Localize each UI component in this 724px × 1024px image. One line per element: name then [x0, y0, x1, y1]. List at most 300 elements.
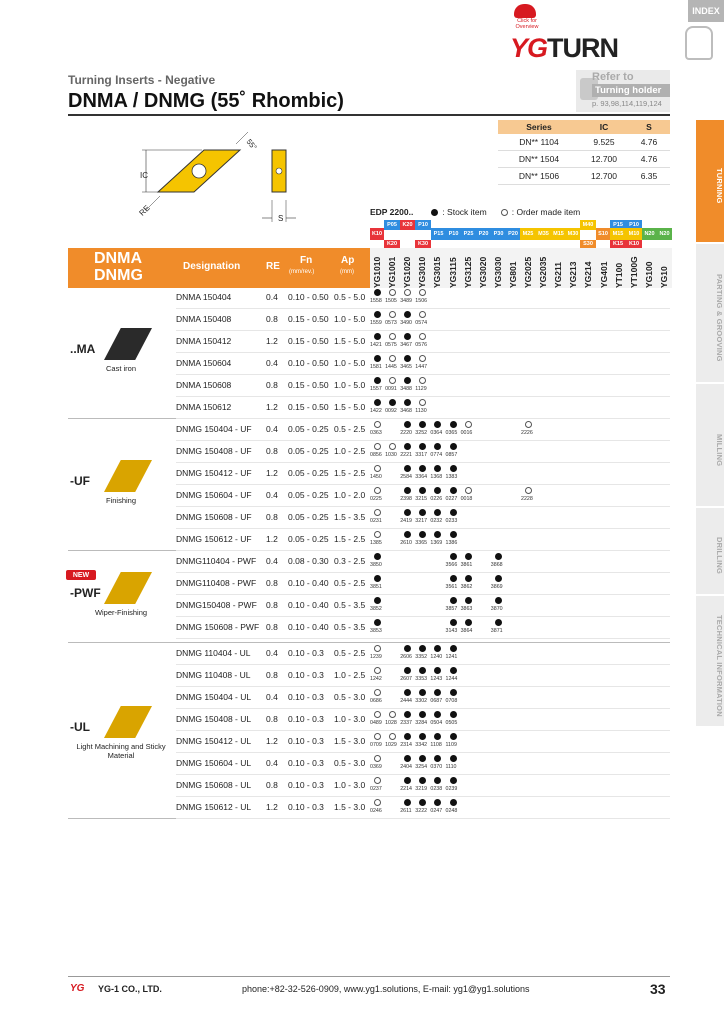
ap-cell: 0.5 - 5.0 [334, 292, 366, 302]
order-item-dot [419, 399, 426, 406]
stock-item-dot [419, 645, 426, 652]
re-cell: 1.2 [266, 402, 278, 412]
stock-item-dot [434, 755, 441, 762]
fn-cell: 0.10 - 0.3 [288, 670, 324, 680]
stock-item-dot [419, 755, 426, 762]
grade-header: YG1001 [387, 256, 398, 288]
iso-sub-band: K10 [626, 240, 642, 248]
edp-code: 3217 [415, 518, 428, 524]
stock-item-dot [404, 689, 411, 696]
row-divider [176, 796, 670, 797]
iso-band: P10 [446, 228, 461, 240]
row-divider [176, 418, 670, 419]
order-item-dot [419, 311, 426, 318]
col-re: RE [266, 261, 280, 272]
designation-cell: DNMG 150608 - PWF [176, 622, 260, 632]
stock-item-dot [374, 399, 381, 406]
re-cell: 0.8 [266, 446, 278, 456]
designation-cell: DNMA 150412 [176, 336, 232, 346]
designation-cell: DNMG 150612 - UF [176, 534, 252, 544]
edp-code: 0576 [415, 342, 428, 348]
designation-cell: DNMA 150608 [176, 380, 232, 390]
dim-ic-label: IC [140, 171, 148, 180]
re-cell: 0.8 [266, 780, 278, 790]
edp-code: 3352 [415, 654, 428, 660]
hand-pointer-icon[interactable] [685, 26, 713, 60]
grade-header: YG801 [507, 261, 518, 288]
edp-code: 3490 [400, 320, 412, 326]
edp-code: 0247 [430, 808, 443, 814]
order-item-dot [374, 509, 381, 516]
dims-row [498, 151, 670, 168]
index-tab[interactable] [688, 0, 724, 22]
edp-code: 3302 [415, 698, 428, 704]
dims-row [498, 134, 670, 151]
order-item-dot [389, 333, 396, 340]
row-divider [176, 664, 670, 665]
fn-cell: 0.05 - 0.25 [288, 512, 329, 522]
row-divider [176, 616, 670, 617]
stock-item-dot [450, 645, 457, 652]
iso-band: P20 [506, 228, 520, 240]
edp-code: 0364 [430, 430, 443, 436]
stock-item-dot [404, 421, 411, 428]
stock-item-dot [419, 667, 426, 674]
dims-table [498, 120, 670, 185]
edp-code: 2607 [400, 676, 412, 682]
dims-cell: 12.700 [591, 154, 617, 164]
stock-item-dot [495, 553, 502, 560]
group-code: -UL [70, 720, 90, 734]
grade-header: YT100 [613, 262, 624, 288]
iso-band: P25 [461, 228, 476, 240]
row-divider [176, 308, 670, 309]
footer-logo-icon [70, 983, 84, 994]
stock-item-dot [450, 619, 457, 626]
edp-code: 3465 [400, 364, 412, 370]
fn-cell: 0.15 - 0.50 [288, 380, 329, 390]
stock-item-dot [419, 531, 426, 538]
grade-header: YG211 [553, 262, 564, 288]
col-ap: Ap [341, 255, 355, 266]
edp-code: 3317 [415, 452, 428, 458]
stock-item-dot [419, 711, 426, 718]
edp-code: 3857 [445, 606, 458, 612]
insert-photo-icon [104, 572, 152, 604]
iso-band: P05 [384, 220, 400, 230]
edp-code: 0370 [430, 764, 443, 770]
edp-code: 0016 [460, 430, 473, 436]
stock-item-dot [450, 509, 457, 516]
row-divider [176, 708, 670, 709]
edp-code: 2214 [400, 786, 412, 792]
stock-item-dot [404, 377, 411, 384]
edp-code: 1028 [385, 720, 397, 726]
order-item-dot [374, 777, 381, 784]
grade-header: YG3010 [417, 256, 428, 288]
order-item-dot [389, 289, 396, 296]
grade-header: YG213 [568, 261, 579, 288]
edp-code: 0369 [370, 764, 382, 770]
re-cell: 0.8 [266, 670, 278, 680]
edp-code: 0246 [370, 808, 382, 814]
stock-item-dot [450, 667, 457, 674]
side-tab-turning[interactable] [696, 120, 724, 242]
fn-cell: 0.10 - 0.3 [288, 802, 324, 812]
stock-item-dot [404, 443, 411, 450]
order-item-dot [389, 377, 396, 384]
stock-item-dot [434, 689, 441, 696]
re-cell: 0.8 [266, 512, 278, 522]
designation-cell: DNMG 150404 - UF [176, 424, 252, 434]
stock-item-dot [419, 689, 426, 696]
side-tab-label: DRILLING [715, 537, 724, 575]
re-cell: 1.2 [266, 736, 278, 746]
iso-band: M15 [551, 228, 566, 240]
dims-cell: 9.525 [593, 137, 615, 147]
order-item-dot [419, 355, 426, 362]
stock-item-dot [434, 645, 441, 652]
row-divider [176, 818, 670, 819]
edp-code: 2226 [521, 430, 533, 436]
edp-code: 1242 [370, 676, 382, 682]
stock-item-dot [450, 421, 457, 428]
ap-cell: 1.0 - 5.0 [334, 314, 366, 324]
edp-code: 1506 [415, 298, 428, 304]
col-ap-unit: (mm) [340, 269, 354, 275]
edp-code: 3864 [460, 628, 473, 634]
edp-code: 1450 [370, 474, 382, 480]
edp-code: 0231 [370, 518, 382, 524]
insert-photo-icon [104, 460, 152, 492]
iso-band: P15 [610, 220, 626, 230]
row-divider [176, 506, 670, 507]
edp-code: 0239 [445, 786, 458, 792]
stock-item-dot [450, 799, 457, 806]
side-tab-milling[interactable] [696, 384, 724, 506]
iso-band: M35 [536, 228, 551, 240]
edp-code: 1385 [370, 540, 382, 546]
order-item-dot [374, 799, 381, 806]
stock-item-dot [450, 711, 457, 718]
edp-code: 1029 [385, 742, 397, 748]
iso-band: M25 [520, 228, 536, 240]
edp-code: 3852 [370, 606, 382, 612]
fn-cell: 0.05 - 0.25 [288, 468, 329, 478]
fn-cell: 0.15 - 0.50 [288, 402, 329, 412]
stock-item-dot [495, 597, 502, 604]
group-caption: Cast iron [105, 364, 136, 373]
side-tab-label: MILLING [715, 433, 724, 467]
re-cell: 1.2 [266, 336, 278, 346]
edp-code: 0686 [370, 698, 382, 704]
edp-code: 1422 [370, 408, 382, 414]
grade-header: YG214 [583, 261, 594, 288]
edp-code: 2611 [400, 808, 412, 814]
stock-item-dot [404, 733, 411, 740]
edp-code: 1030 [385, 452, 397, 458]
ap-cell: 0.5 - 2.5 [334, 424, 366, 434]
side-tab-technical[interactable] [696, 596, 724, 726]
designation-cell: DNMG 150612 - UL [176, 802, 252, 812]
dim-re-label: RE [137, 203, 152, 218]
grade-header: YG2025 [523, 256, 533, 288]
edp-code: 2220 [400, 430, 412, 436]
stock-item-dot [419, 733, 426, 740]
fn-cell: 0.10 - 0.3 [288, 692, 324, 702]
edp-code: 1239 [370, 654, 382, 660]
fn-cell: 0.10 - 0.40 [288, 600, 329, 610]
stock-item-dot [374, 311, 381, 318]
edp-code: 0092 [385, 408, 397, 414]
edp-code: 3252 [415, 430, 428, 436]
refer-title: Refer to [592, 71, 634, 83]
order-dot-icon [501, 209, 508, 216]
brand-logo [510, 33, 618, 63]
order-item-dot [419, 289, 426, 296]
col-designation: Designation [183, 261, 241, 272]
stock-item-dot [404, 333, 411, 340]
grade-header: YG10 [658, 266, 669, 288]
edp-code: 0365 [445, 430, 458, 436]
refer-box[interactable] [576, 70, 670, 112]
ap-cell: 1.0 - 2.0 [334, 490, 366, 500]
fn-cell: 0.10 - 0.3 [288, 736, 324, 746]
fn-cell: 0.10 - 0.50 [288, 292, 329, 302]
fn-cell: 0.10 - 0.3 [288, 758, 324, 768]
designation-cell: DNMG 150408 - UF [176, 446, 252, 456]
edp-code: 3488 [400, 386, 412, 392]
footer-logo-text: YG [70, 983, 85, 994]
overview-badge[interactable] [508, 4, 544, 34]
stock-item-dot [374, 597, 381, 604]
stock-item-dot [404, 487, 411, 494]
re-cell: 0.4 [266, 292, 278, 302]
stock-item-dot [419, 799, 426, 806]
legend [370, 207, 580, 217]
ap-cell: 1.5 - 2.5 [334, 534, 366, 544]
iso-band: M40 [580, 220, 596, 230]
side-tab-label: PARTING & GROOVING [715, 274, 724, 362]
ap-cell: 1.5 - 5.0 [334, 336, 366, 346]
iso-band: P10 [415, 220, 431, 230]
stock-item-dot [450, 465, 457, 472]
stock-item-dot [374, 333, 381, 340]
dims-cell: 12.700 [591, 171, 617, 181]
stock-item-dot [434, 487, 441, 494]
edp-code: 3869 [490, 584, 503, 590]
order-item-dot [389, 355, 396, 362]
iso-band: K20 [400, 220, 415, 230]
order-item-dot [374, 421, 381, 428]
stock-item-dot [434, 465, 441, 472]
col-fn: Fn [300, 255, 313, 266]
dims-cell: DN** 1506 [518, 171, 560, 181]
index-label: INDEX [692, 6, 720, 16]
legend-order: : Order made item [511, 207, 581, 217]
stock-item-dot [374, 619, 381, 626]
row-divider [176, 440, 670, 441]
insert-photo-icon [104, 706, 152, 738]
group-code: -PWF [70, 586, 101, 600]
ap-cell: 1.5 - 5.0 [334, 402, 366, 412]
stock-item-dot [419, 777, 426, 784]
grade-header: YG3115 [447, 257, 458, 288]
edp-code: 1243 [430, 676, 443, 682]
edp-code: 3862 [460, 584, 473, 590]
edp-code: 0227 [445, 496, 458, 502]
logo-turn: TURN [547, 32, 619, 63]
order-item-dot [374, 487, 381, 494]
row-divider [176, 774, 670, 775]
order-item-dot [525, 487, 532, 494]
fn-cell: 0.15 - 0.50 [288, 314, 329, 324]
side-tab-label: TURNING [715, 168, 724, 204]
row-divider [176, 352, 670, 353]
order-item-dot [374, 755, 381, 762]
edp-code: 3868 [490, 562, 503, 568]
designation-cell: DNMG 150608 - UF [176, 512, 252, 522]
edp-code: 0091 [385, 386, 397, 392]
insert-hole [192, 164, 206, 178]
stock-item-dot [404, 531, 411, 538]
edp-code: 3219 [415, 786, 428, 792]
edp-code: 1130 [415, 408, 427, 414]
group-caption: Light Machining and Sticky Material [76, 742, 166, 760]
stock-item-dot [450, 531, 457, 538]
stock-item-dot [404, 711, 411, 718]
group-code: -UF [70, 474, 90, 488]
stock-item-dot [374, 377, 381, 384]
iso-sub-band: S30 [580, 240, 596, 248]
ap-cell: 1.0 - 5.0 [334, 380, 366, 390]
row-divider [176, 752, 670, 753]
stock-item-dot [465, 597, 472, 604]
grade-header: YT100G [628, 256, 639, 288]
edp-code: 1108 [430, 742, 442, 748]
grade-header: YG401 [598, 261, 609, 288]
stock-item-dot [404, 777, 411, 784]
re-cell: 1.2 [266, 534, 278, 544]
edp-code: 3365 [415, 540, 428, 546]
row-divider [176, 396, 670, 397]
re-cell: 0.8 [266, 578, 278, 588]
dims-cell: 4.76 [640, 154, 658, 164]
ap-cell: 1.0 - 2.5 [334, 670, 366, 680]
order-item-dot [389, 711, 396, 718]
stock-item-dot [419, 443, 426, 450]
edp-code: 3851 [370, 584, 382, 590]
dims-col-series: Series [526, 122, 552, 132]
iso-band: P30 [491, 228, 506, 240]
stock-item-dot [434, 777, 441, 784]
stock-item-dot [450, 597, 457, 604]
order-item-dot [465, 487, 472, 494]
edp-code: 0237 [370, 786, 382, 792]
group-caption: Wiper-Finishing [94, 608, 148, 617]
order-item-dot [465, 421, 472, 428]
edp-code: 3353 [415, 676, 428, 682]
fn-cell: 0.08 - 0.30 [288, 556, 329, 566]
page-number: 33 [650, 981, 666, 997]
re-cell: 0.4 [266, 358, 278, 368]
edp-code: 3468 [400, 408, 412, 414]
re-cell: 0.4 [266, 648, 278, 658]
edp-code: 0709 [370, 742, 382, 748]
edp-code: 0489 [370, 720, 382, 726]
edp-code: 3871 [490, 628, 503, 634]
edp-code: 2584 [400, 474, 412, 480]
stock-item-dot [450, 443, 457, 450]
stock-item-dot [434, 421, 441, 428]
footer-company: YG-1 CO., LTD. [98, 984, 162, 994]
designation-cell: DNMG 150408 - UL [176, 714, 252, 724]
side-tab-parting[interactable] [696, 244, 724, 382]
designation-cell: DNMG 110404 - UL [176, 648, 251, 658]
dims-cell: DN** 1504 [518, 154, 560, 164]
grade-header: YG1020 [402, 256, 413, 288]
order-item-dot [374, 711, 381, 718]
ap-cell: 1.0 - 3.0 [334, 780, 366, 790]
stock-item-dot [434, 667, 441, 674]
fn-cell: 0.05 - 0.25 [288, 490, 329, 500]
ap-cell: 1.0 - 5.0 [334, 358, 366, 368]
grade-header: YG3015 [432, 256, 443, 288]
ap-cell: 0.3 - 2.5 [334, 556, 366, 566]
dims-col-s: S [646, 122, 652, 132]
fn-cell: 0.10 - 0.50 [288, 358, 329, 368]
designation-cell: DNMG 150412 - UL [176, 736, 252, 746]
grade-header: YG3030 [492, 256, 503, 288]
stock-item-dot [434, 799, 441, 806]
fn-cell: 0.10 - 0.3 [288, 714, 324, 724]
footer-contact[interactable]: phone:+82-32-526-0909, www.yg1.solutions, E-mail: yg1@yg1.solutions [242, 984, 530, 994]
ap-cell: 1.5 - 3.0 [334, 802, 366, 812]
edp-code: 3489 [400, 298, 412, 304]
iso-band: M30 [566, 228, 580, 240]
title-rule [68, 114, 670, 116]
insert-photo-icon [104, 328, 152, 360]
edp-code: 0687 [430, 698, 443, 704]
iso-sub-band: K15 [610, 240, 626, 248]
iso-band: M10 [626, 228, 642, 240]
stock-item-dot [434, 733, 441, 740]
fn-cell: 0.15 - 0.50 [288, 336, 329, 346]
edp-code: 1557 [370, 386, 382, 392]
edp-code: 3284 [415, 720, 428, 726]
edp-code: 0774 [430, 452, 443, 458]
iso-band: S10 [596, 228, 610, 240]
order-item-dot [389, 733, 396, 740]
edp-code: 3853 [370, 628, 382, 634]
fn-cell: 0.10 - 0.3 [288, 780, 324, 790]
order-item-dot [389, 311, 396, 318]
edp-code: 0505 [445, 720, 458, 726]
grade-header: YG3020 [477, 256, 488, 288]
stock-item-dot [419, 509, 426, 516]
stock-item-dot [450, 689, 457, 696]
fn-cell: 0.05 - 0.25 [288, 534, 329, 544]
side-tab-drilling[interactable] [696, 508, 724, 594]
edp-code: 2444 [400, 698, 412, 704]
edp-code: 2228 [521, 496, 533, 502]
edp-code: 2610 [400, 540, 412, 546]
edp-code: 3364 [415, 474, 428, 480]
fn-cell: 0.10 - 0.3 [288, 648, 324, 658]
edp-code: 0857 [445, 452, 458, 458]
designation-cell: DNMG 150604 - UL [176, 758, 252, 768]
designation-cell: DNMA 150612 [176, 402, 232, 412]
